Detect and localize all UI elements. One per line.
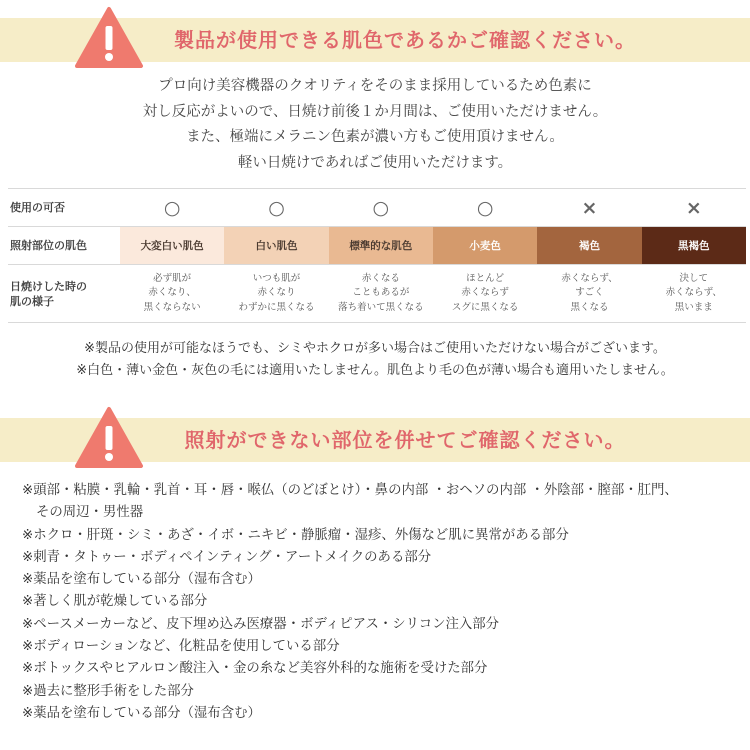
state-cell: 決して 赤くならず、 黒いまま <box>665 272 722 313</box>
list-item: ※ホクロ・肝斑・シミ・あざ・イボ・ニキビ・静脈瘤・湿疹、外傷など肌に異常がある部分 <box>22 527 569 543</box>
tone-swatch: 標準的な肌色 <box>329 227 433 264</box>
usable-cell <box>433 189 537 226</box>
usable-cell <box>537 189 641 226</box>
usable-row <box>8 188 746 226</box>
skin-tone-table <box>8 188 746 323</box>
usage-note: ※白色・薄い金色・灰色の毛には適用いたしません。肌色より毛の色が薄い場合も適用いたしません。 <box>76 363 674 378</box>
usable-row-header: 使用の可否 <box>10 201 65 214</box>
tone-swatch: 白い肌色 <box>224 227 328 264</box>
usage-notes <box>0 338 750 382</box>
state-cell: ほとんど 赤くならず スグに黒くなる <box>451 272 519 313</box>
tone-swatch: 褐色 <box>537 227 641 264</box>
skin-check-title: 製品が使用できる肌色であるかご確認ください。 <box>174 28 636 52</box>
usable-mark: ○ <box>476 196 494 219</box>
state-cell: 赤くなる こともあるが 落ち着いて黒くなる <box>338 272 424 313</box>
state-row <box>8 264 746 323</box>
list-item: ※ボディローションなど、化粧品を使用している部分 <box>22 639 340 655</box>
list-item: ※著しく肌が乾燥している部分 <box>22 594 208 610</box>
tone-swatch: 大変白い肌色 <box>120 227 224 264</box>
state-cell: いつも肌が 赤くなり わずかに黒くなる <box>238 272 315 313</box>
tone-row-header: 照射部位の肌色 <box>10 239 87 252</box>
usable-cell <box>120 189 224 226</box>
intro-line: 対し反応がよいので、日焼け前後１か月間は、ご使用いただけません。 <box>142 103 608 120</box>
not-usable-mark: × <box>685 196 702 219</box>
tone-swatch: 小麦色 <box>433 227 537 264</box>
usable-cell <box>224 189 328 226</box>
state-cell: 必ず肌が 赤くなり、 黒くならない <box>143 272 201 313</box>
state-cell: 赤くならず、 すごく 黒くなる <box>561 272 618 313</box>
list-item: ※過去に整形手術をした部分 <box>22 683 194 699</box>
intro-text <box>0 74 750 176</box>
restricted-areas-list <box>22 480 732 725</box>
tone-swatch: 黒褐色 <box>642 227 746 264</box>
list-item: ※薬品を塗布している部分（湿布含む） <box>22 572 261 588</box>
restricted-areas-banner <box>0 418 750 462</box>
usable-cell <box>642 189 746 226</box>
list-item: ※ペースメーカーなど、皮下埋め込み医療器・ボディピアス・シリコン注入部分 <box>22 616 500 632</box>
intro-line: 軽い日焼けであればご使用いただけます。 <box>237 154 513 171</box>
usable-mark: ○ <box>268 196 285 219</box>
intro-line: また、極端にメラニン色素が濃い方もご使用頂けません。 <box>186 129 564 145</box>
usable-mark: ○ <box>163 196 181 219</box>
list-item: ※頭部・粘膜・乳輪・乳首・耳・唇・喉仏（のどぼとけ）・鼻の内部 ・おヘソの内部 ・外陰部・膣部・肛門、 <box>22 483 678 498</box>
skin-check-banner <box>0 18 750 62</box>
intro-line: プロ向け美容機器のクオリティをそのまま採用しているため色素に <box>158 78 592 94</box>
list-item-continuation: その周辺・男性器 <box>36 505 144 521</box>
usable-cell <box>329 189 433 226</box>
usable-mark: ○ <box>372 196 390 219</box>
usage-note: ※製品の使用が可能なほうでも、シミやホクロが多い場合はご使用いただけない場合がございます。 <box>84 341 666 356</box>
not-usable-mark: × <box>581 196 598 219</box>
list-item: ※ボトックスやヒアルロン酸注入・金の糸など美容外科的な施術を受けた部分 <box>22 661 488 677</box>
tone-row <box>8 226 746 264</box>
list-item: ※刺青・タトゥー・ボディペインティング・アートメイクのある部分 <box>22 549 432 565</box>
list-item: ※薬品を塗布している部分（湿布含む） <box>22 705 261 721</box>
restricted-areas-title: 照射ができない部位を併せてご確認ください。 <box>184 428 626 452</box>
state-row-header: 日焼けした時の 肌の様子 <box>10 279 87 308</box>
